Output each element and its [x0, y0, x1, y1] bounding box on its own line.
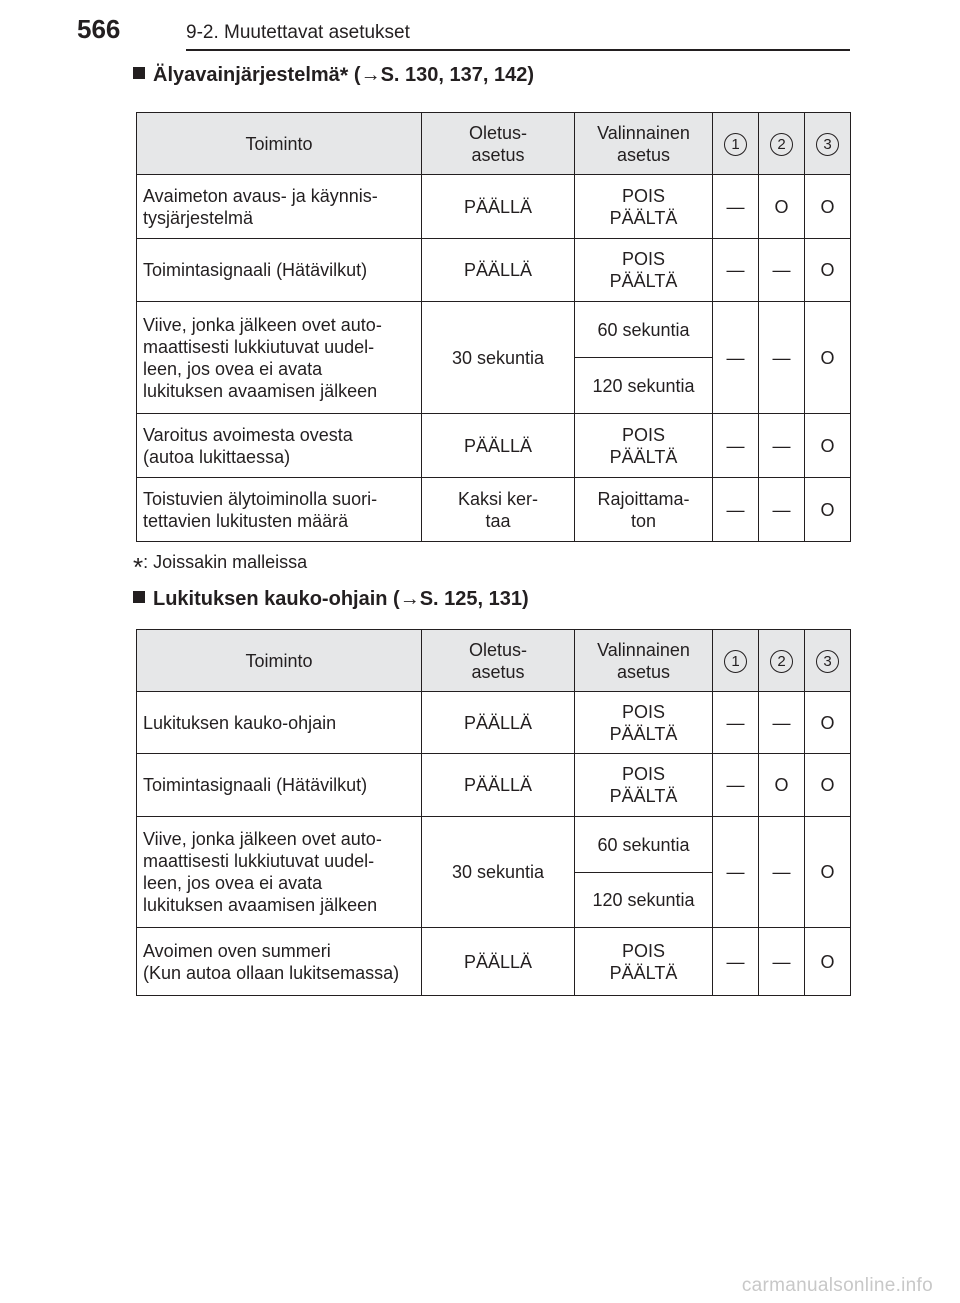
table-row [137, 175, 851, 239]
circled-number-2-icon: 2 [770, 650, 793, 673]
section-heading-smart-key [133, 64, 534, 87]
default-cell: PÄÄLLÄ [422, 692, 575, 754]
table-row [137, 239, 851, 302]
method-2-cell: — [759, 302, 805, 414]
method-3-cell: O [805, 817, 851, 928]
default-cell: Kaksi ker- taa [422, 478, 575, 542]
optional-cell: 60 sekuntia [575, 817, 713, 873]
method-3-cell: O [805, 754, 851, 817]
table-row [137, 754, 851, 817]
column-header-optional: Valinnainen asetus [575, 630, 713, 692]
method-2-cell: — [759, 692, 805, 754]
optional-cell: POIS PÄÄLTÄ [575, 928, 713, 996]
section-heading-remote-control [133, 588, 529, 611]
circled-number-1-icon: 1 [724, 133, 747, 156]
table-row [137, 928, 851, 996]
method-2-cell: — [759, 414, 805, 478]
ref-open: ( [353, 64, 361, 86]
footnote [133, 552, 308, 582]
method-1-cell: — [713, 817, 759, 928]
default-cell: 30 sekuntia [422, 817, 575, 928]
square-bullet-icon [133, 67, 145, 79]
function-cell: Varoitus avoimesta ovesta (autoa lukittaessa) [137, 414, 422, 478]
circled-number-2-icon: 2 [770, 133, 793, 156]
method-1-cell: — [713, 239, 759, 302]
footnote-asterisk: * [133, 552, 144, 582]
method-3-cell: O [805, 692, 851, 754]
default-cell: PÄÄLLÄ [422, 239, 575, 302]
method-1-cell: — [713, 414, 759, 478]
default-cell: PÄÄLLÄ [422, 414, 575, 478]
column-header-optional: Valinnainen asetus [575, 113, 713, 175]
column-header-1 [713, 113, 759, 175]
method-3-cell: O [805, 302, 851, 414]
method-1-cell: — [713, 754, 759, 817]
method-3-cell: O [805, 478, 851, 542]
method-2-cell: — [759, 928, 805, 996]
method-1-cell: — [713, 175, 759, 239]
method-3-cell: O [805, 414, 851, 478]
function-cell: Toimintasignaali (Hätävilkut) [137, 239, 422, 302]
method-1-cell: — [713, 928, 759, 996]
method-2-cell: O [759, 754, 805, 817]
footnote-text: : Joissakin malleissa [143, 552, 308, 572]
circled-number-3-icon: 3 [816, 650, 839, 673]
default-cell: 30 sekuntia [422, 302, 575, 414]
method-3-cell: O [805, 175, 851, 239]
column-header-2 [759, 113, 805, 175]
method-2-cell: — [759, 478, 805, 542]
page-reference: S. 130, 137, 142) [380, 64, 535, 86]
method-1-cell: — [713, 692, 759, 754]
column-header-1 [713, 630, 759, 692]
circled-number-3-icon: 3 [816, 133, 839, 156]
method-2-cell: — [759, 817, 805, 928]
table-header-row [137, 630, 851, 692]
optional-cell: POIS PÄÄLTÄ [575, 692, 713, 754]
default-cell: PÄÄLLÄ [422, 928, 575, 996]
table-row [137, 302, 851, 358]
column-header-2 [759, 630, 805, 692]
running-head: 9-2. Muutettavat asetukset [186, 22, 410, 43]
table-row [137, 478, 851, 542]
section-title: Lukituksen kauko-ohjain [153, 588, 388, 610]
method-2-cell: — [759, 239, 805, 302]
column-header-default: Oletus- asetus [422, 630, 575, 692]
optional-cell: POIS PÄÄLTÄ [575, 175, 713, 239]
asterisk-mark: * [339, 63, 349, 88]
function-cell: Viive, jonka jälkeen ovet auto- maattisesti lukkiutuvat uudel- leen, jos ovea ei avata lukituksen avaamisen jälkeen [137, 817, 422, 928]
page-reference: S. 125, 131) [419, 588, 529, 610]
column-header-3 [805, 630, 851, 692]
method-3-cell: O [805, 239, 851, 302]
optional-cell: 60 sekuntia [575, 302, 713, 358]
column-header-default: Oletus- asetus [422, 113, 575, 175]
page-number: 566 [77, 14, 121, 44]
default-cell: PÄÄLLÄ [422, 754, 575, 817]
settings-table-remote-control [136, 629, 851, 996]
optional-cell: POIS PÄÄLTÄ [575, 239, 713, 302]
method-1-cell: — [713, 478, 759, 542]
function-cell: Lukituksen kauko-ohjain [137, 692, 422, 754]
function-cell: Toistuvien älytoiminolla suori- tettavien lukitusten määrä [137, 478, 422, 542]
function-cell: Toimintasignaali (Hätävilkut) [137, 754, 422, 817]
table-row [137, 817, 851, 873]
method-3-cell: O [805, 928, 851, 996]
column-header-function: Toiminto [137, 630, 422, 692]
ref-open: ( [393, 588, 400, 610]
optional-cell: 120 sekuntia [575, 873, 713, 928]
table-row [137, 414, 851, 478]
optional-cell: 120 sekuntia [575, 358, 713, 414]
function-cell: Viive, jonka jälkeen ovet auto- maattisesti lukkiutuvat uudel- leen, jos ovea ei avata lukituksen avaamisen jälkeen [137, 302, 422, 414]
method-1-cell: — [713, 302, 759, 414]
table-header-row [137, 113, 851, 175]
method-2-cell: O [759, 175, 805, 239]
column-header-3 [805, 113, 851, 175]
optional-cell: POIS PÄÄLTÄ [575, 414, 713, 478]
arrow-icon: → [399, 588, 420, 610]
optional-cell: Rajoittama- ton [575, 478, 713, 542]
square-bullet-icon [133, 591, 145, 603]
default-cell: PÄÄLLÄ [422, 175, 575, 239]
column-header-function: Toiminto [137, 113, 422, 175]
function-cell: Avaimeton avaus- ja käynnis- tysjärjestelmä [137, 175, 422, 239]
arrow-icon: → [360, 64, 381, 86]
watermark: carmanualsonline.info [741, 1275, 933, 1296]
optional-cell: POIS PÄÄLTÄ [575, 754, 713, 817]
section-title: Älyavainjärjestelmä [153, 64, 340, 86]
circled-number-1-icon: 1 [724, 650, 747, 673]
settings-table-smart-key [136, 112, 851, 542]
header-rule [186, 49, 850, 51]
table-row [137, 692, 851, 754]
function-cell: Avoimen oven summeri (Kun autoa ollaan lukitsemassa) [137, 928, 422, 996]
